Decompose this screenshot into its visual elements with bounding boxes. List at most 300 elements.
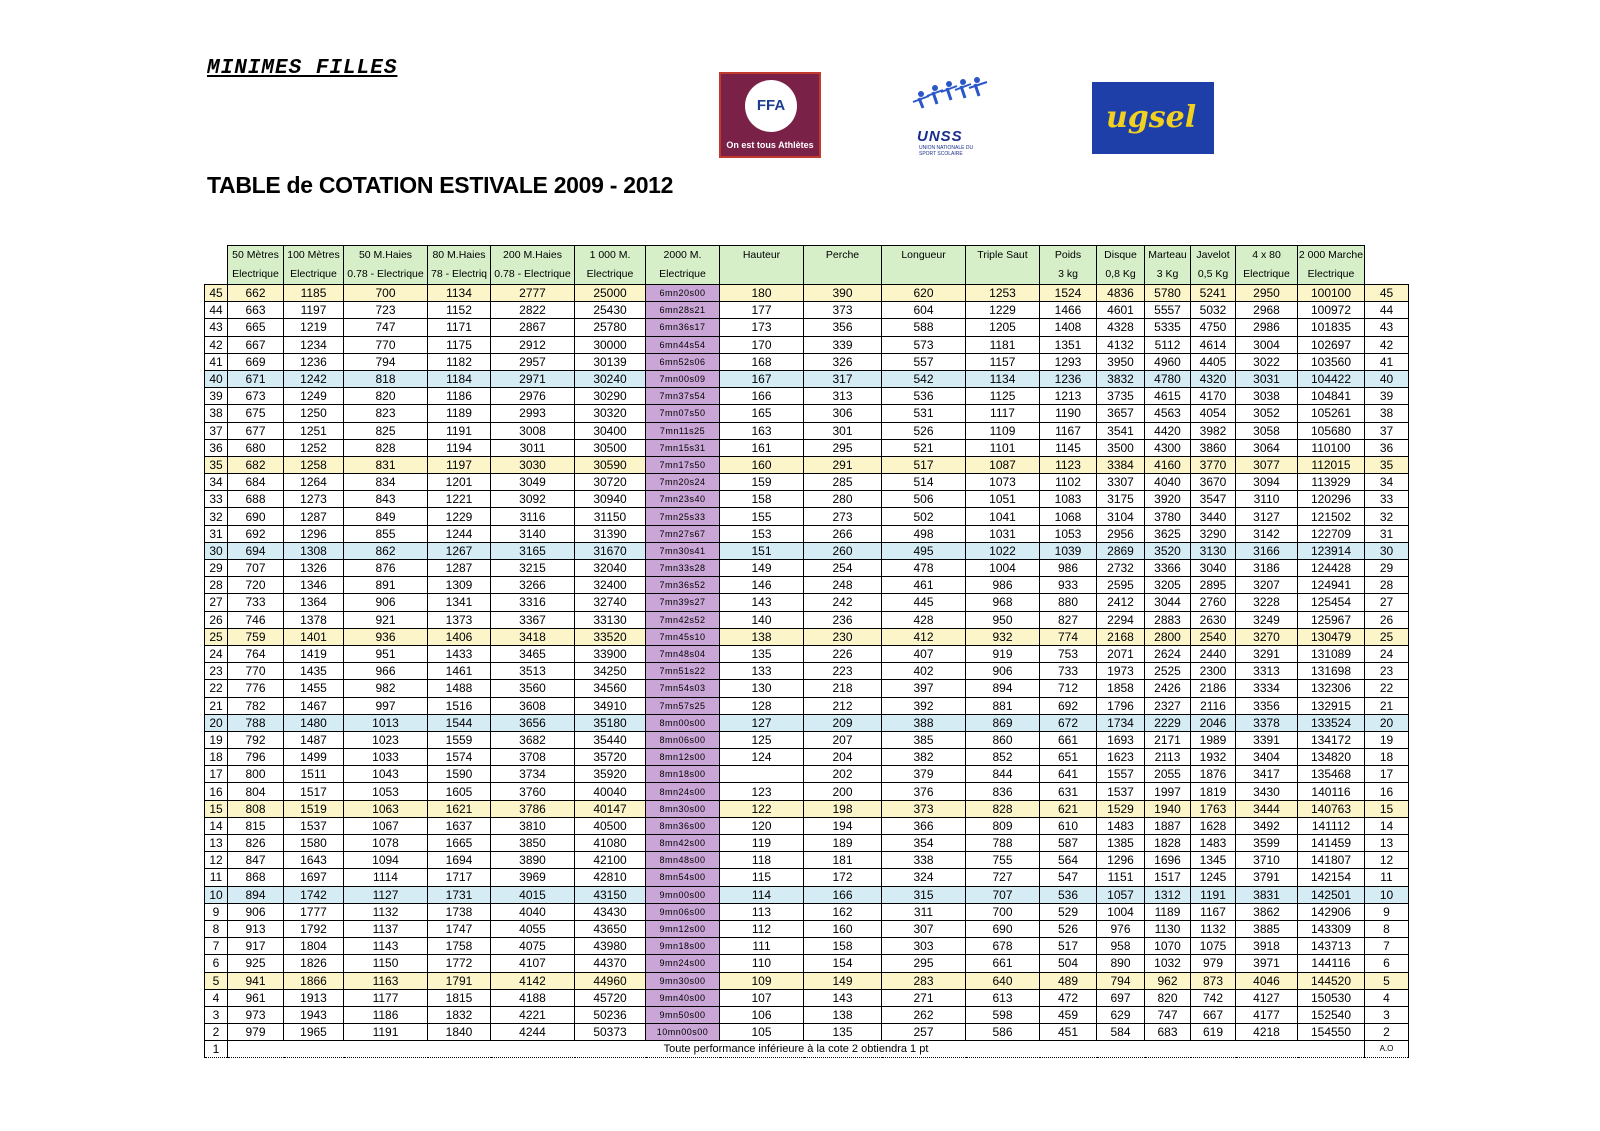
- table-cell: 1094: [344, 852, 428, 869]
- table-cell: 3920: [1145, 491, 1191, 508]
- table-cell: 640: [966, 972, 1040, 989]
- table-cell: 1623: [1097, 749, 1145, 766]
- table-cell: 4320: [1191, 370, 1236, 387]
- table-cell: 3052: [1236, 405, 1298, 422]
- table-cell: 230: [804, 628, 882, 645]
- row-points-right: 34: [1365, 474, 1409, 491]
- table-cell: 707: [228, 560, 284, 577]
- table-cell: 1151: [1097, 869, 1145, 886]
- table-cell: 1997: [1145, 783, 1191, 800]
- column-header-unit: Electrique: [1236, 265, 1298, 285]
- table-cell: 25780: [575, 319, 646, 336]
- table-cell: 25000: [575, 285, 646, 302]
- table-cell: 1461: [428, 663, 491, 680]
- table-cell: 506: [882, 491, 966, 508]
- table-cell: 1487: [284, 731, 344, 748]
- table-cell: 826: [228, 835, 284, 852]
- table-cell: 986: [966, 577, 1040, 594]
- table-cell: 8mn24s00: [646, 783, 720, 800]
- table-cell: 100972: [1298, 302, 1365, 319]
- table-cell: 4075: [491, 938, 575, 955]
- ffa-tagline: On est tous Athlètes: [721, 134, 819, 156]
- table-cell: 143: [720, 594, 804, 611]
- table-cell: 3127: [1236, 508, 1298, 525]
- table-row: [205, 920, 1409, 937]
- table-cell: 1221: [428, 491, 491, 508]
- table-cell: 820: [344, 388, 428, 405]
- table-cell: 301: [804, 422, 882, 439]
- table-cell: 30139: [575, 353, 646, 370]
- table-cell: 1574: [428, 749, 491, 766]
- table-cell: 3064: [1236, 439, 1298, 456]
- row-points-right: 10: [1365, 886, 1409, 903]
- table-cell: 3266: [491, 577, 575, 594]
- table-cell: 7mn25s33: [646, 508, 720, 525]
- table-cell: 209: [804, 714, 882, 731]
- table-cell: 1791: [428, 972, 491, 989]
- table-cell: 1758: [428, 938, 491, 955]
- column-header-name: Perche: [804, 246, 882, 266]
- table-cell: 1245: [1191, 869, 1236, 886]
- table-cell: 160: [804, 920, 882, 937]
- table-row: [205, 388, 1409, 405]
- table-cell: 1258: [284, 456, 344, 473]
- table-cell: 33130: [575, 611, 646, 628]
- table-cell: 1643: [284, 852, 344, 869]
- table-cell: 684: [228, 474, 284, 491]
- table-cell: 338: [882, 852, 966, 869]
- table-cell: 105: [720, 1024, 804, 1041]
- table-cell: 155: [720, 508, 804, 525]
- column-header-unit: 0,8 Kg: [1097, 265, 1145, 285]
- table-cell: 2116: [1191, 697, 1236, 714]
- column-header-name: 100 Mètres: [284, 246, 344, 266]
- table-cell: 782: [228, 697, 284, 714]
- table-cell: 1236: [1040, 370, 1097, 387]
- column-header-name: 50 M.Haies: [344, 246, 428, 266]
- table-cell: 1127: [344, 886, 428, 903]
- row-points-left: 43: [205, 319, 228, 336]
- row-points-left: 1: [205, 1041, 228, 1058]
- table-cell: 495: [882, 542, 966, 559]
- table-cell: 1063: [344, 800, 428, 817]
- table-cell: 692: [228, 525, 284, 542]
- table-cell: 163: [720, 422, 804, 439]
- table-cell: 3599: [1236, 835, 1298, 852]
- table-cell: 950: [966, 611, 1040, 628]
- table-cell: 723: [344, 302, 428, 319]
- table-cell: 125454: [1298, 594, 1365, 611]
- table-cell: 7mn37s54: [646, 388, 720, 405]
- table-cell: 34250: [575, 663, 646, 680]
- table-cell: 262: [882, 1006, 966, 1023]
- table-cell: 1455: [284, 680, 344, 697]
- table-cell: 103560: [1298, 353, 1365, 370]
- table-cell: 30290: [575, 388, 646, 405]
- table-cell: 521: [882, 439, 966, 456]
- row-points-right: 25: [1365, 628, 1409, 645]
- table-cell: 2229: [1145, 714, 1191, 731]
- table-cell: 392: [882, 697, 966, 714]
- table-cell: 3982: [1191, 422, 1236, 439]
- table-cell: 6mn36s17: [646, 319, 720, 336]
- table-cell: 32040: [575, 560, 646, 577]
- table-cell: 9mn12s00: [646, 920, 720, 937]
- table-cell: 1887: [1145, 817, 1191, 834]
- table-cell: 1267: [428, 542, 491, 559]
- table-cell: 1130: [1145, 920, 1191, 937]
- table-cell: 671: [228, 370, 284, 387]
- table-cell: 542: [882, 370, 966, 387]
- table-cell: 138: [720, 628, 804, 645]
- table-cell: 30500: [575, 439, 646, 456]
- row-points-left: 13: [205, 835, 228, 852]
- table-cell: 9mn50s00: [646, 1006, 720, 1023]
- table-cell: 700: [966, 903, 1040, 920]
- table-cell: 1364: [284, 594, 344, 611]
- table-cell: 804: [228, 783, 284, 800]
- table-cell: 1419: [284, 645, 344, 662]
- row-points-right: 9: [1365, 903, 1409, 920]
- table-cell: 788: [228, 714, 284, 731]
- table-cell: 4188: [491, 989, 575, 1006]
- table-cell: 1346: [284, 577, 344, 594]
- table-cell: 794: [344, 353, 428, 370]
- table-cell: 8mn36s00: [646, 817, 720, 834]
- table-cell: 121502: [1298, 508, 1365, 525]
- row-points-right: 20: [1365, 714, 1409, 731]
- row-points-left: 10: [205, 886, 228, 903]
- table-cell: 168: [720, 353, 804, 370]
- table-cell: 8mn42s00: [646, 835, 720, 852]
- table-row: [205, 456, 1409, 473]
- table-cell: 1665: [428, 835, 491, 852]
- table-cell: 1433: [428, 645, 491, 662]
- table-cell: 125: [720, 731, 804, 748]
- table-cell: 32400: [575, 577, 646, 594]
- table-cell: 774: [1040, 628, 1097, 645]
- table-row: [205, 766, 1409, 783]
- table-cell: 6mn20s00: [646, 285, 720, 302]
- row-points-left: 28: [205, 577, 228, 594]
- table-cell: 604: [882, 302, 966, 319]
- row-points-right: 45: [1365, 285, 1409, 302]
- column-header-unit: 3 Kg: [1145, 265, 1191, 285]
- table-cell: 2822: [491, 302, 575, 319]
- table-cell: 134820: [1298, 749, 1365, 766]
- table-cell: 1408: [1040, 319, 1097, 336]
- table-cell: 584: [1097, 1024, 1145, 1041]
- header-row-names: [205, 246, 1409, 266]
- table-cell: 35720: [575, 749, 646, 766]
- table-cell: 8mn48s00: [646, 852, 720, 869]
- column-header-name: Disque: [1097, 246, 1145, 266]
- table-cell: 3890: [491, 852, 575, 869]
- table-cell: 2968: [1236, 302, 1298, 319]
- table-cell: 34910: [575, 697, 646, 714]
- column-header-unit: Electrique: [646, 265, 720, 285]
- table-cell: 107: [720, 989, 804, 1006]
- table-cell: 248: [804, 577, 882, 594]
- table-cell: 792: [228, 731, 284, 748]
- table-row: [205, 680, 1409, 697]
- row-points-left: 4: [205, 989, 228, 1006]
- row-points-left: 8: [205, 920, 228, 937]
- header-row-units: [205, 265, 1409, 285]
- table-cell: 2956: [1097, 525, 1145, 542]
- table-cell: 189: [804, 835, 882, 852]
- table-cell: 1557: [1097, 766, 1145, 783]
- table-cell: 3038: [1236, 388, 1298, 405]
- table-row: [205, 645, 1409, 662]
- table-row: [205, 749, 1409, 766]
- table-cell: 2732: [1097, 560, 1145, 577]
- table-cell: 831: [344, 456, 428, 473]
- table-cell: 1293: [1040, 353, 1097, 370]
- table-cell: 122: [720, 800, 804, 817]
- table-cell: 1053: [344, 783, 428, 800]
- table-row: [205, 955, 1409, 972]
- table-cell: 158: [804, 938, 882, 955]
- table-cell: 921: [344, 611, 428, 628]
- table-cell: 10mn00s00: [646, 1024, 720, 1041]
- table-cell: 30590: [575, 456, 646, 473]
- table-cell: 44960: [575, 972, 646, 989]
- table-cell: 3004: [1236, 336, 1298, 353]
- table-cell: 557: [882, 353, 966, 370]
- table-cell: 2986: [1236, 319, 1298, 336]
- table-cell: 1185: [284, 285, 344, 302]
- table-cell: 4055: [491, 920, 575, 937]
- table-cell: 385: [882, 731, 966, 748]
- table-cell: 1792: [284, 920, 344, 937]
- table-row: [205, 422, 1409, 439]
- table-cell: 1772: [428, 955, 491, 972]
- table-cell: 1828: [1145, 835, 1191, 852]
- table-cell: 118: [720, 852, 804, 869]
- row-points-left: 31: [205, 525, 228, 542]
- table-cell: 825: [344, 422, 428, 439]
- table-cell: 3186: [1236, 560, 1298, 577]
- table-cell: 1070: [1145, 938, 1191, 955]
- table-cell: 894: [228, 886, 284, 903]
- table-cell: 5112: [1145, 336, 1191, 353]
- table-cell: 30720: [575, 474, 646, 491]
- table-cell: 109: [720, 972, 804, 989]
- table-cell: 747: [1145, 1006, 1191, 1023]
- table-cell: 1181: [966, 336, 1040, 353]
- table-cell: 982: [344, 680, 428, 697]
- table-cell: 776: [228, 680, 284, 697]
- table-cell: 925: [228, 955, 284, 972]
- table-cell: 2113: [1145, 749, 1191, 766]
- row-points-left: 12: [205, 852, 228, 869]
- table-cell: 2950: [1236, 285, 1298, 302]
- table-cell: 1973: [1097, 663, 1145, 680]
- table-cell: 166: [804, 886, 882, 903]
- row-points-right: 31: [1365, 525, 1409, 542]
- table-cell: 35920: [575, 766, 646, 783]
- table-cell: 207: [804, 731, 882, 748]
- row-points-left: 21: [205, 697, 228, 714]
- table-cell: 35180: [575, 714, 646, 731]
- table-cell: 1401: [284, 628, 344, 645]
- table-cell: 919: [966, 645, 1040, 662]
- row-points-left: 35: [205, 456, 228, 473]
- table-cell: 665: [228, 319, 284, 336]
- table-cell: 102697: [1298, 336, 1365, 353]
- table-row: [205, 491, 1409, 508]
- table-cell: 110100: [1298, 439, 1365, 456]
- table-cell: 1252: [284, 439, 344, 456]
- table-cell: 1167: [1040, 422, 1097, 439]
- table-cell: 212: [804, 697, 882, 714]
- row-points-left: 33: [205, 491, 228, 508]
- table-cell: 4054: [1191, 405, 1236, 422]
- table-cell: 1777: [284, 903, 344, 920]
- table-cell: 1189: [428, 405, 491, 422]
- table-cell: 1033: [344, 749, 428, 766]
- header-blank-left: [205, 246, 228, 266]
- table-cell: 149: [720, 560, 804, 577]
- table-cell: 906: [344, 594, 428, 611]
- table-cell: 167: [720, 370, 804, 387]
- table-cell: 697: [1097, 989, 1145, 1006]
- table-cell: 1341: [428, 594, 491, 611]
- table-cell: 1114: [344, 869, 428, 886]
- table-cell: 1191: [1191, 886, 1236, 903]
- table-cell: 451: [1040, 1024, 1097, 1041]
- table-cell: 43980: [575, 938, 646, 955]
- table-cell: 936: [344, 628, 428, 645]
- table-cell: 3850: [491, 835, 575, 852]
- table-cell: 461: [882, 577, 966, 594]
- table-cell: 271: [882, 989, 966, 1006]
- table-cell: 260: [804, 542, 882, 559]
- table-row: [205, 663, 1409, 680]
- table-cell: 2327: [1145, 697, 1191, 714]
- table-cell: 135468: [1298, 766, 1365, 783]
- ugsel-logo: [1092, 82, 1214, 154]
- table-cell: 1832: [428, 1006, 491, 1023]
- table-cell: 1989: [1191, 731, 1236, 748]
- table-cell: 4563: [1145, 405, 1191, 422]
- row-points-left: 29: [205, 560, 228, 577]
- table-cell: 2412: [1097, 594, 1145, 611]
- table-cell: 1742: [284, 886, 344, 903]
- table-cell: 1186: [344, 1006, 428, 1023]
- table-cell: 1087: [966, 456, 1040, 473]
- table-row: [205, 1006, 1409, 1023]
- table-cell: 124: [720, 749, 804, 766]
- table-cell: 753: [1040, 645, 1097, 662]
- table-cell: 149: [804, 972, 882, 989]
- table-cell: 3670: [1191, 474, 1236, 491]
- table-cell: 379: [882, 766, 966, 783]
- table-cell: 3770: [1191, 456, 1236, 473]
- row-points-left: 3: [205, 1006, 228, 1023]
- table-cell: 132915: [1298, 697, 1365, 714]
- table-cell: 143309: [1298, 920, 1365, 937]
- table-cell: 1043: [344, 766, 428, 783]
- table-cell: 223: [804, 663, 882, 680]
- column-header-name: 200 M.Haies: [491, 246, 575, 266]
- table-cell: 3207: [1236, 577, 1298, 594]
- table-cell: 849: [344, 508, 428, 525]
- table-cell: 3215: [491, 560, 575, 577]
- table-cell: 588: [882, 319, 966, 336]
- row-points-right: 35: [1365, 456, 1409, 473]
- table-cell: 1189: [1145, 903, 1191, 920]
- table-cell: 2777: [491, 285, 575, 302]
- table-cell: 4046: [1236, 972, 1298, 989]
- table-cell: 1197: [428, 456, 491, 473]
- table-cell: 133524: [1298, 714, 1365, 731]
- table-cell: 140: [720, 611, 804, 628]
- table-cell: 1804: [284, 938, 344, 955]
- table-cell: 180: [720, 285, 804, 302]
- table-cell: 204: [804, 749, 882, 766]
- table-row: [205, 1024, 1409, 1041]
- table-cell: 1621: [428, 800, 491, 817]
- table-cell: 152540: [1298, 1006, 1365, 1023]
- table-cell: 112015: [1298, 456, 1365, 473]
- table-cell: 683: [1145, 1024, 1191, 1041]
- table-cell: 8mn18s00: [646, 766, 720, 783]
- table-cell: 1866: [284, 972, 344, 989]
- table-cell: 587: [1040, 835, 1097, 852]
- table-cell: 1516: [428, 697, 491, 714]
- table-cell: 9mn06s00: [646, 903, 720, 920]
- table-cell: 141459: [1298, 835, 1365, 852]
- column-header-name: Triple Saut: [966, 246, 1040, 266]
- table-cell: 2440: [1191, 645, 1236, 662]
- table-cell: 7mn36s52: [646, 577, 720, 594]
- table-cell: 1078: [344, 835, 428, 852]
- table-row: [205, 783, 1409, 800]
- table-cell: 140763: [1298, 800, 1365, 817]
- table-cell: 25430: [575, 302, 646, 319]
- table-cell: 1083: [1040, 491, 1097, 508]
- table-cell: 5032: [1191, 302, 1236, 319]
- table-cell: 7mn07s50: [646, 405, 720, 422]
- row-points-left: 25: [205, 628, 228, 645]
- table-row: [205, 886, 1409, 903]
- table-cell: 7mn27s67: [646, 525, 720, 542]
- table-cell: 4177: [1236, 1006, 1298, 1023]
- table-cell: 3384: [1097, 456, 1145, 473]
- table-cell: 3918: [1236, 938, 1298, 955]
- table-cell: 257: [882, 1024, 966, 1041]
- table-cell: 3142: [1236, 525, 1298, 542]
- table-cell: 764: [228, 645, 284, 662]
- row-points-right: 29: [1365, 560, 1409, 577]
- table-cell: 1242: [284, 370, 344, 387]
- table-cell: 105680: [1298, 422, 1365, 439]
- table-cell: 31390: [575, 525, 646, 542]
- column-header-name: 50 Mètres: [228, 246, 284, 266]
- table-cell: 326: [804, 353, 882, 370]
- table-cell: 478: [882, 560, 966, 577]
- table-cell: 933: [1040, 577, 1097, 594]
- table-cell: 651: [1040, 749, 1097, 766]
- table-cell: 3356: [1236, 697, 1298, 714]
- table-cell: 564: [1040, 852, 1097, 869]
- table-cell: 1734: [1097, 714, 1145, 731]
- table-row: [205, 989, 1409, 1006]
- table-cell: 1234: [284, 336, 344, 353]
- table-cell: 3228: [1236, 594, 1298, 611]
